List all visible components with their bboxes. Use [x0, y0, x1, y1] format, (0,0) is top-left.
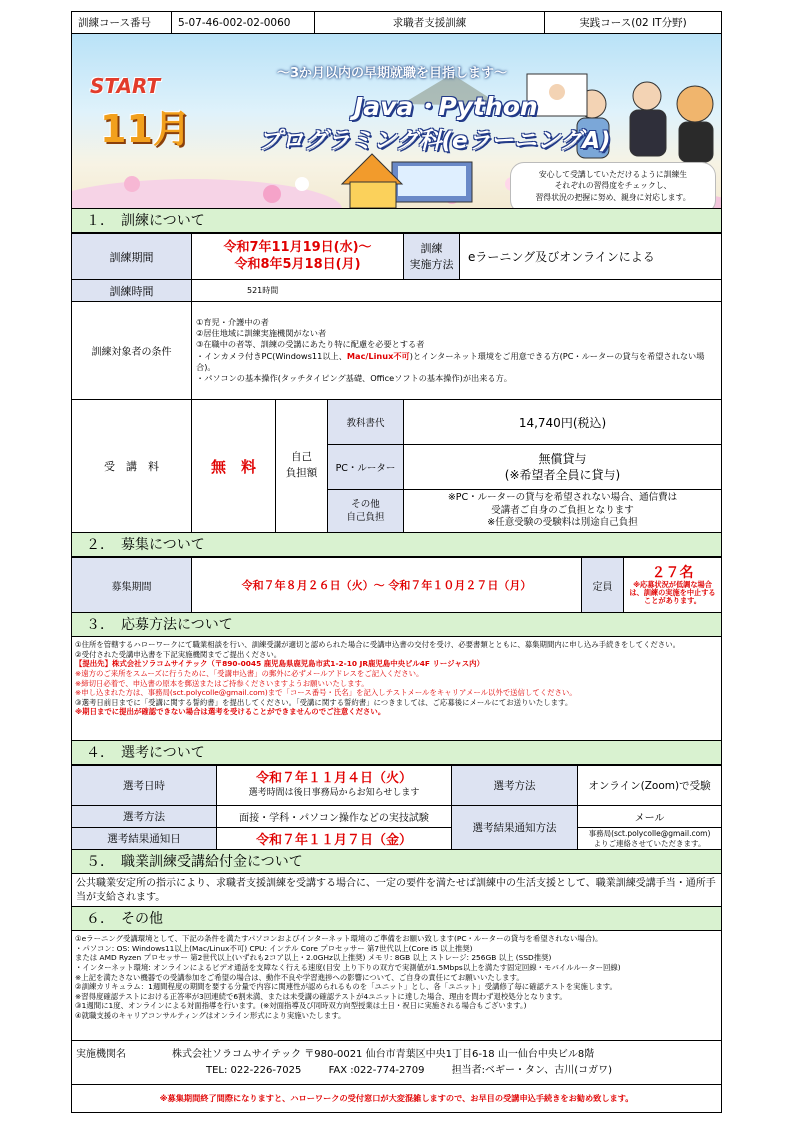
section-other-title: ６． その他	[71, 907, 722, 931]
section-allowance-title: ５． 職業訓練受講給付金について	[71, 850, 722, 874]
selection-date-value: 令和７年１１月４日（火）	[255, 771, 412, 787]
selection-method-label: 選考方法	[452, 766, 578, 806]
application-line: ※申し込まれた方は、事務局(sct.polycolle@gmail.com)まで「コース番号・氏名」を記入しテストメールをキャリアメール以外で送信してください。	[75, 688, 577, 698]
institution-contact: 担当者:ベギー・タン、古川(コガワ)	[451, 1065, 613, 1076]
selection-date-cell	[217, 766, 452, 806]
other-line: ※PC・ルーターの貸与を希望されない場合、通信費は	[447, 491, 678, 503]
fee-value: 無 料	[192, 400, 276, 533]
recruitment-table	[71, 557, 722, 613]
period-label: 訓練期間	[72, 234, 192, 280]
other-value	[404, 490, 722, 533]
selection-date-note: 選考時間は後日事務局からお知らせします	[248, 788, 420, 799]
banner-title-line2: プログラミング科(eラーニングA)	[258, 128, 611, 154]
self-burden-label	[276, 400, 328, 533]
institution-label: 実施機関名	[76, 1049, 126, 1060]
other-detail-line: ④就職支援のキャリアコンサルティングはオンライン形式により実施いたします。	[75, 1011, 346, 1020]
application-details	[71, 637, 722, 741]
course-code-label: 訓練コース番号	[72, 12, 172, 34]
application-line: ③選考日前日までに「受講に関する誓約書」を提出してください。「受講に関する誓約書」につきましては、ご応募後にメールにてお送りいたします。	[75, 697, 573, 707]
course-code-value: 5-07-46-002-02-0060	[172, 12, 315, 34]
self-label-line: 自己	[291, 451, 312, 464]
other-detail-line: ※習得度確認テストにおける正答率が3回連続で6割未満、または未受講の確認テストが4ユニットに達した場合、理由を問わず退校処分となります。	[75, 991, 567, 1001]
target-line: ②居住地域に訓練実施機関がない者	[196, 328, 327, 339]
application-line: ※遠方のご来所をスムーズに行うために、「受講申込書」の郵外に必ずメールアドレスをご記入ください。	[75, 668, 424, 678]
header-table	[71, 11, 722, 34]
target-conditions	[192, 302, 722, 400]
pc-value	[404, 445, 722, 490]
capacity-label: 定員	[582, 558, 624, 613]
section-recruitment-title: ２． 募集について	[71, 533, 722, 557]
pc-value-line: (※希望者全員に貸与)	[504, 468, 621, 482]
start-logo	[90, 74, 191, 153]
other-label-line: その他	[351, 498, 380, 510]
selection-date-label: 選考日時	[72, 766, 217, 806]
method-value: eラーニング及びオンラインによる	[460, 234, 722, 280]
institution-info	[71, 1041, 722, 1085]
notify-note-line	[578, 829, 721, 838]
other-detail-line: ・インターネット環境: オンラインによるビデオ通話を支障なく行える速度(目安 上り下りの双方で実測値が1.5Mbps以上を満たす固定回線・モバイルルーター回線)	[75, 962, 621, 972]
start-month: 11月	[100, 107, 191, 151]
start-text: START	[90, 74, 161, 98]
institution-tel: TEL: 022-226-7025	[206, 1065, 302, 1076]
other-label	[328, 490, 404, 533]
institution-contact-line	[76, 1063, 717, 1079]
selection-method2-label: 選考方法	[72, 806, 217, 828]
section-selection-title: ４． 選考について	[71, 741, 722, 765]
institution-fax: FAX :022-774-2709	[328, 1065, 425, 1076]
application-line: ②受付された受講申込書を下記実施機関までご提出ください。	[75, 649, 282, 659]
other-line: ※任意受験の受験料は別途自己負担	[487, 517, 638, 529]
other-detail-line: ①eラーニング受講環境として、下記の条件を満たすパソコンおよびインターネット環境のご準備をお願い致します(PC・ルーターの貸与を希望されない場合)。	[75, 934, 603, 943]
support-bubble	[510, 162, 716, 209]
textbook-value: 14,740円(税込)	[404, 400, 722, 445]
application-line: ①住所を管轄するハローワークにて職業相談を行い、訓練受講が適切と認められた場合に受講申込書の交付を受け、必要書類とともに、募集期間内に申し込み手続きをしてください。	[75, 640, 680, 649]
pc-value-line: 無償貸与	[538, 451, 587, 466]
notify-date-value: 令和７年１１月７日（金）	[217, 828, 452, 850]
pc-label: PC・ルーター	[328, 445, 404, 490]
banner-title-line1: Java・Python	[354, 92, 538, 121]
training-type: 求職者支援訓練	[315, 12, 545, 34]
application-line: 【提出先】株式会社ソラコムサイテック（〒890-0045 鹿児島県鹿児島市武1-2-10 JR鹿児島中央ビル4F リージャス内）	[75, 659, 484, 669]
selection-table	[71, 765, 722, 850]
other-detail-line: ・パソコン: OS: Windows11以上(Mac/Linux不可) CPU: インテル Core プロセッサー 第7世代以上(Core i5 以上推奨)	[75, 943, 473, 953]
course-flyer	[71, 11, 722, 1113]
bubble-line: 習得状況の把握に努め、親身に対応します。	[535, 192, 691, 202]
notify-note	[578, 828, 722, 850]
section-training-title: １． 訓練について	[71, 209, 722, 233]
target-pc-post: )とインターネット環境をご用意できる方(PC・ルーターの貸与を希望されない場合)。	[196, 350, 705, 372]
fee-label: 受 講 料	[72, 400, 192, 533]
target-pc-pre: ・インカメラ付きPC(Windows11以上、	[196, 350, 347, 361]
selection-method2-value: 面接・学科・パソコン操作などの実技試験	[217, 806, 452, 828]
other-label-line: 自己負担	[346, 512, 385, 523]
selection-method-value: オンライン(Zoom)で受験	[578, 766, 722, 806]
capacity-cell	[624, 558, 722, 613]
other-line: 受講者ご自身のご負担となります	[491, 504, 634, 516]
recruit-period-value: 令和７年８月２６日（火）～ 令和７年１０月２７日（月）	[192, 558, 582, 613]
application-line: ※期日までに提出が確認できない場合は選考を受けることができませんのでご注意ください。	[75, 707, 386, 717]
method-label-line: 訓練	[420, 242, 443, 256]
notify-method-value: メール	[578, 806, 722, 828]
hours-label: 訓練時間	[72, 280, 192, 302]
target-pc-line	[196, 351, 717, 373]
self-label-line: 負担額	[285, 467, 318, 479]
footer-notice: ※募集期間終了間際になりますと、ハローワークの受付窓口が大変混雑しますので、お早目の受講申込手続きをお勧め致します。	[71, 1085, 722, 1113]
capacity-note: ※応募状況が低調な場合は、訓練の実施を中止することがあります。	[629, 579, 716, 606]
course-banner	[71, 34, 722, 209]
textbook-label: 教科書代	[328, 400, 404, 445]
method-label-line: 実施方法	[409, 257, 454, 271]
institution-line	[76, 1047, 717, 1063]
bubble-line: 安心して受講していただけるように訓練生	[538, 170, 688, 179]
training-table	[71, 233, 722, 533]
recruit-period-label: 募集期間	[72, 558, 192, 613]
target-label: 訓練対象者の条件	[72, 302, 192, 400]
notify-note-line: よりご連絡させていただきます。	[593, 838, 706, 848]
bubble-line: それぞれの習得度をチェックし、	[554, 181, 672, 191]
section-application-title: ３． 応募方法について	[71, 613, 722, 637]
period-end: 令和8年5月18日(月)	[234, 256, 361, 272]
period-start: 令和7年11月19日(水)～	[223, 239, 372, 255]
other-detail-line: ③1週間に1度、オンラインによる対面指導を行います。(※対面指導及び同時双方向型授業は土日・祝日に実施される場合もございます。)	[75, 1001, 527, 1011]
target-line: ③在職中の者等、訓練の受講にあたり特に配慮を必要とする者	[196, 339, 425, 350]
notify-method-label: 選考結果通知方法	[452, 806, 578, 850]
target-line: ①育児・介護中の者	[196, 317, 269, 328]
hours-value: 521時間	[192, 280, 722, 302]
allowance-text: 公共職業安定所の指示により、求職者支援訓練を受講する場合に、一定の要件を満たせば訓練中の生活支援として、職業訓練受講手当・通所手当が支給されます。	[71, 874, 722, 907]
other-detail-line: ②訓練カリキュラム：1週間程度の期間を要する分量で内容に関連性が認められるものを「ユニット」とし、各「ユニット」受講修了毎に確認テストを実施します。	[75, 982, 617, 992]
target-pc-red: Mac/Linux不可	[346, 350, 410, 361]
capacity-value: ２７名	[651, 564, 694, 581]
institution-name: 株式会社ソラコムサイテック 〒980-0021 仙台市青葉区中央1丁目6-18 山一仙台中央ビル8階	[172, 1049, 595, 1060]
other-detail-line: ※上記を満たさない機器での受講参加をご希望の場合は、動作不良や学習進捗への影響について、ご自身の責任にてお願いいたします。	[75, 972, 524, 982]
application-line: ※締切日必着で、申込書の原本を郵送またはご持参くださいますようお願いいたします。	[75, 678, 369, 688]
notify-date-label: 選考結果通知日	[72, 828, 217, 850]
other-detail-line: または AMD Ryzen プロセッサー 第2世代以上(いずれも2コア以上・2.0GHz以上推奨) メモリ: 8GB 以上 ストレージ: 256GB 以上 (SSD推奨)	[75, 953, 552, 963]
banner-subtitle: ～3か月以内の早期就職を目指します～	[277, 66, 508, 81]
course-category: 実践コース(02 IT分野)	[545, 12, 722, 34]
method-label	[404, 234, 460, 280]
other-details	[71, 931, 722, 1041]
notify-note-email: 事務局(sct.polycolle@gmail.com)	[588, 829, 711, 839]
period-value	[192, 234, 404, 280]
target-line: ・パソコンの基本操作(タッチタイピング基礎、Officeソフトの基本操作)が出来る方。	[196, 372, 512, 383]
